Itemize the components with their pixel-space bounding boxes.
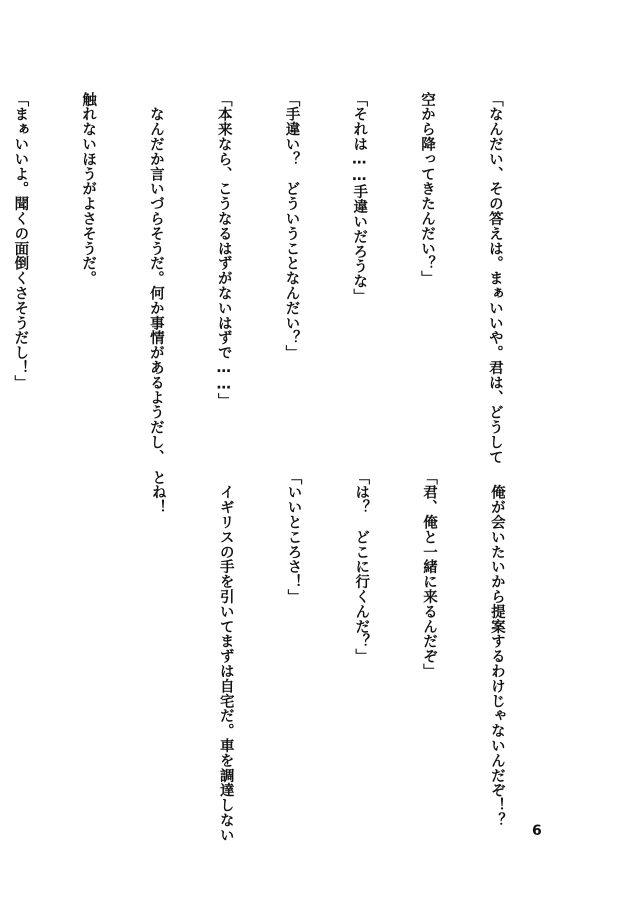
text-line: とね！ bbox=[149, 470, 166, 515]
text-line: 触れないほうがよさそうだ。 bbox=[80, 92, 97, 286]
text-line: 俺が会いたいから提案するわけじゃないんだぞ！？ bbox=[488, 470, 505, 828]
text-line: 「なんだい、その答えは。まぁいいや。君は、どうして bbox=[486, 92, 503, 465]
page-number: 6 bbox=[532, 823, 542, 839]
text-line: 「それは……手違いだろうな」 bbox=[351, 92, 368, 304]
text-line: 「は？ どこに行くんだ？」 bbox=[353, 470, 370, 664]
text-line: なんだか言いづらそうだ。何か事情があるようだし、 bbox=[147, 92, 164, 465]
text-line: 「手違い？ どういうことなんだい？」 bbox=[283, 92, 300, 361]
text-line: 「まぁいいよ。聞くの面倒くさそうだし！」 bbox=[12, 92, 29, 390]
text-line: 「君、俺と一緒に来るんだぞ」 bbox=[421, 470, 438, 679]
lower-text-block bbox=[101, 470, 553, 843]
upper-text-block bbox=[0, 92, 551, 465]
text-line: 「いいところさ！」 bbox=[285, 470, 302, 605]
text-line: イギリスの手を引いてまずは自宅だ。車を調達しない bbox=[217, 470, 234, 843]
text-line: 「本来なら、こうなるはずがないはずで……」 bbox=[215, 92, 232, 408]
text-line: 空から降ってきたんだい？」 bbox=[419, 92, 436, 286]
